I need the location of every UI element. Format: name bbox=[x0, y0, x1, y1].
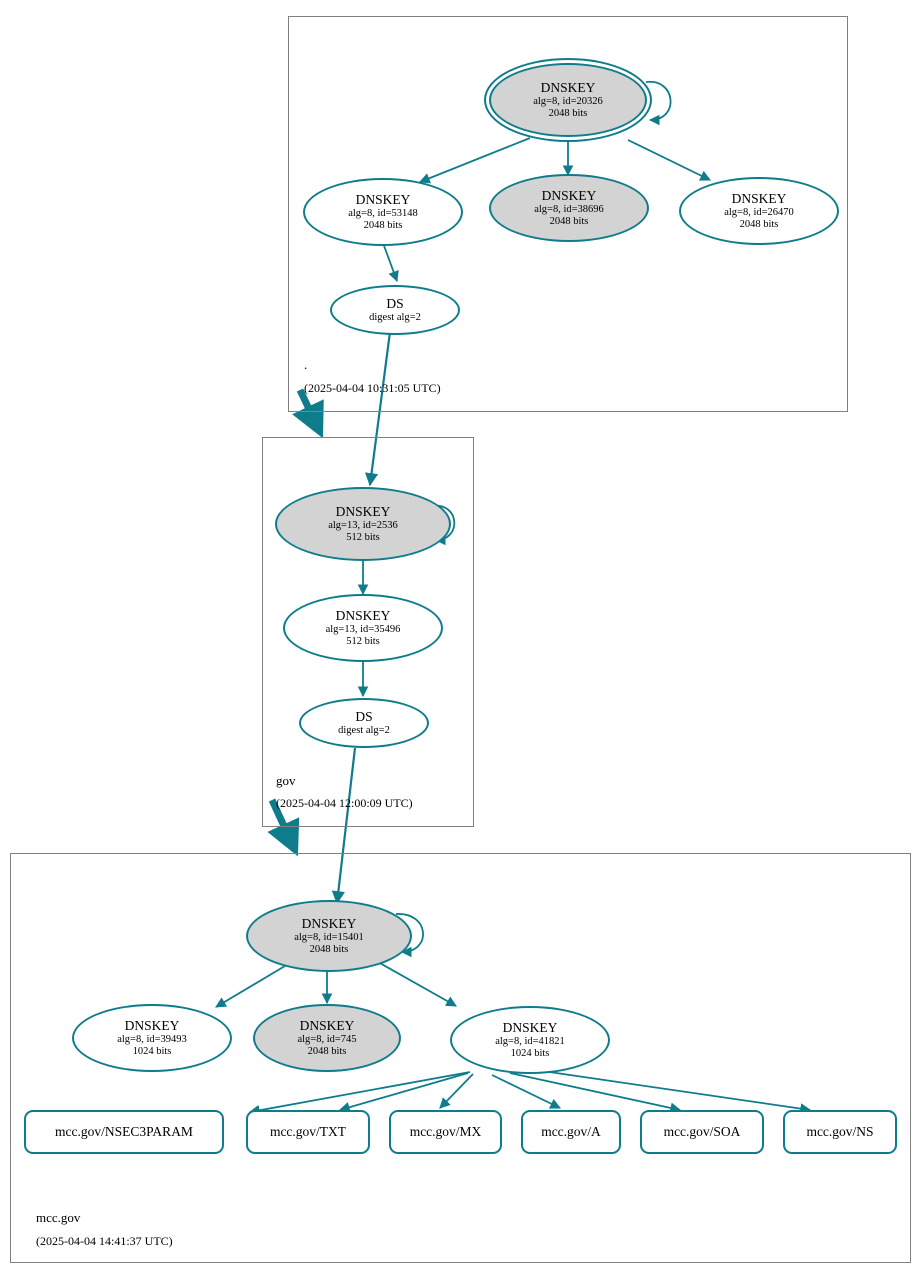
node-label-line3: 2048 bits bbox=[363, 219, 403, 231]
node-label-line1: mcc.gov/MX bbox=[409, 1124, 482, 1140]
node-dnskey-745[interactable] bbox=[253, 1004, 401, 1072]
zone-label-root: . bbox=[304, 357, 308, 372]
node-label-line1: DNSKEY bbox=[335, 504, 391, 520]
node-label-line3: 2048 bits bbox=[309, 943, 349, 955]
node-label-line3: 512 bits bbox=[346, 635, 380, 647]
node-label-line1: DNSKEY bbox=[355, 192, 411, 208]
node-rrset-txt[interactable] bbox=[246, 1110, 370, 1154]
node-rrset-soa[interactable] bbox=[640, 1110, 764, 1154]
node-ds-gov[interactable] bbox=[299, 698, 429, 748]
zone-label-gov: gov bbox=[276, 773, 296, 788]
node-label-line2: alg=13, id=2536 bbox=[328, 519, 398, 531]
node-label-line2: alg=8, id=15401 bbox=[294, 931, 364, 943]
node-dnskey-39493[interactable] bbox=[72, 1004, 232, 1072]
node-label-line2: alg=8, id=53148 bbox=[348, 207, 418, 219]
node-label-line1: mcc.gov/NSEC3PARAM bbox=[55, 1124, 193, 1140]
node-label-line3: 512 bits bbox=[346, 531, 380, 543]
node-label-line1: DNSKEY bbox=[301, 916, 357, 932]
node-label-line3: 2048 bits bbox=[548, 107, 588, 119]
node-rrset-mx[interactable] bbox=[389, 1110, 502, 1154]
node-label-line3: 1024 bits bbox=[510, 1047, 550, 1059]
zone-timestamp-gov: (2025-04-04 12:00:09 UTC) bbox=[276, 796, 413, 810]
zone-timestamp-mcc-gov: (2025-04-04 14:41:37 UTC) bbox=[36, 1234, 173, 1248]
node-dnskey-26470[interactable] bbox=[679, 177, 839, 245]
node-label-line2: alg=8, id=745 bbox=[297, 1033, 357, 1045]
zone-label-mcc-gov: mcc.gov bbox=[36, 1210, 81, 1225]
node-dnskey-38696[interactable] bbox=[489, 174, 649, 242]
node-label-line2: digest alg=2 bbox=[369, 311, 421, 323]
node-label-line2: alg=8, id=41821 bbox=[495, 1035, 565, 1047]
node-dnskey-35496[interactable] bbox=[283, 594, 443, 662]
node-dnskey-20326[interactable] bbox=[489, 63, 647, 137]
node-label-line1: DNSKEY bbox=[540, 80, 596, 96]
node-rrset-a[interactable] bbox=[521, 1110, 621, 1154]
node-label-line1: DNSKEY bbox=[541, 188, 597, 204]
node-label-line1: DS bbox=[355, 709, 373, 725]
node-label-line3: 2048 bits bbox=[549, 215, 589, 227]
node-label-line1: mcc.gov/SOA bbox=[663, 1124, 741, 1140]
node-label-line2: alg=8, id=39493 bbox=[117, 1033, 187, 1045]
node-label-line3: 2048 bits bbox=[739, 218, 779, 230]
node-label-line2: digest alg=2 bbox=[338, 724, 390, 736]
node-rrset-ns[interactable] bbox=[783, 1110, 897, 1154]
node-label-line2: alg=8, id=20326 bbox=[533, 95, 603, 107]
node-dnskey-2536[interactable] bbox=[275, 487, 451, 561]
node-label-line1: DNSKEY bbox=[335, 608, 391, 624]
node-label-line1: DS bbox=[386, 296, 404, 312]
node-ds-root[interactable] bbox=[330, 285, 460, 335]
node-label-line3: 2048 bits bbox=[307, 1045, 347, 1057]
node-label-line1: DNSKEY bbox=[502, 1020, 558, 1036]
node-label-line2: alg=8, id=38696 bbox=[534, 203, 604, 215]
node-label-line1: DNSKEY bbox=[299, 1018, 355, 1034]
node-dnskey-15401[interactable] bbox=[246, 900, 412, 972]
node-label-line1: mcc.gov/NS bbox=[806, 1124, 874, 1140]
node-label-line3: 1024 bits bbox=[132, 1045, 172, 1057]
node-label-line2: alg=8, id=26470 bbox=[724, 206, 794, 218]
node-label-line1: DNSKEY bbox=[731, 191, 787, 207]
zone-timestamp-root: (2025-04-04 10:31:05 UTC) bbox=[304, 381, 441, 395]
node-dnskey-41821[interactable] bbox=[450, 1006, 610, 1074]
node-label-line2: alg=13, id=35496 bbox=[325, 623, 401, 635]
node-label-line1: DNSKEY bbox=[124, 1018, 180, 1034]
node-rrset-nsec3param[interactable] bbox=[24, 1110, 224, 1154]
node-label-line1: mcc.gov/A bbox=[541, 1124, 601, 1140]
node-label-line1: mcc.gov/TXT bbox=[269, 1124, 347, 1140]
node-dnskey-53148[interactable] bbox=[303, 178, 463, 246]
